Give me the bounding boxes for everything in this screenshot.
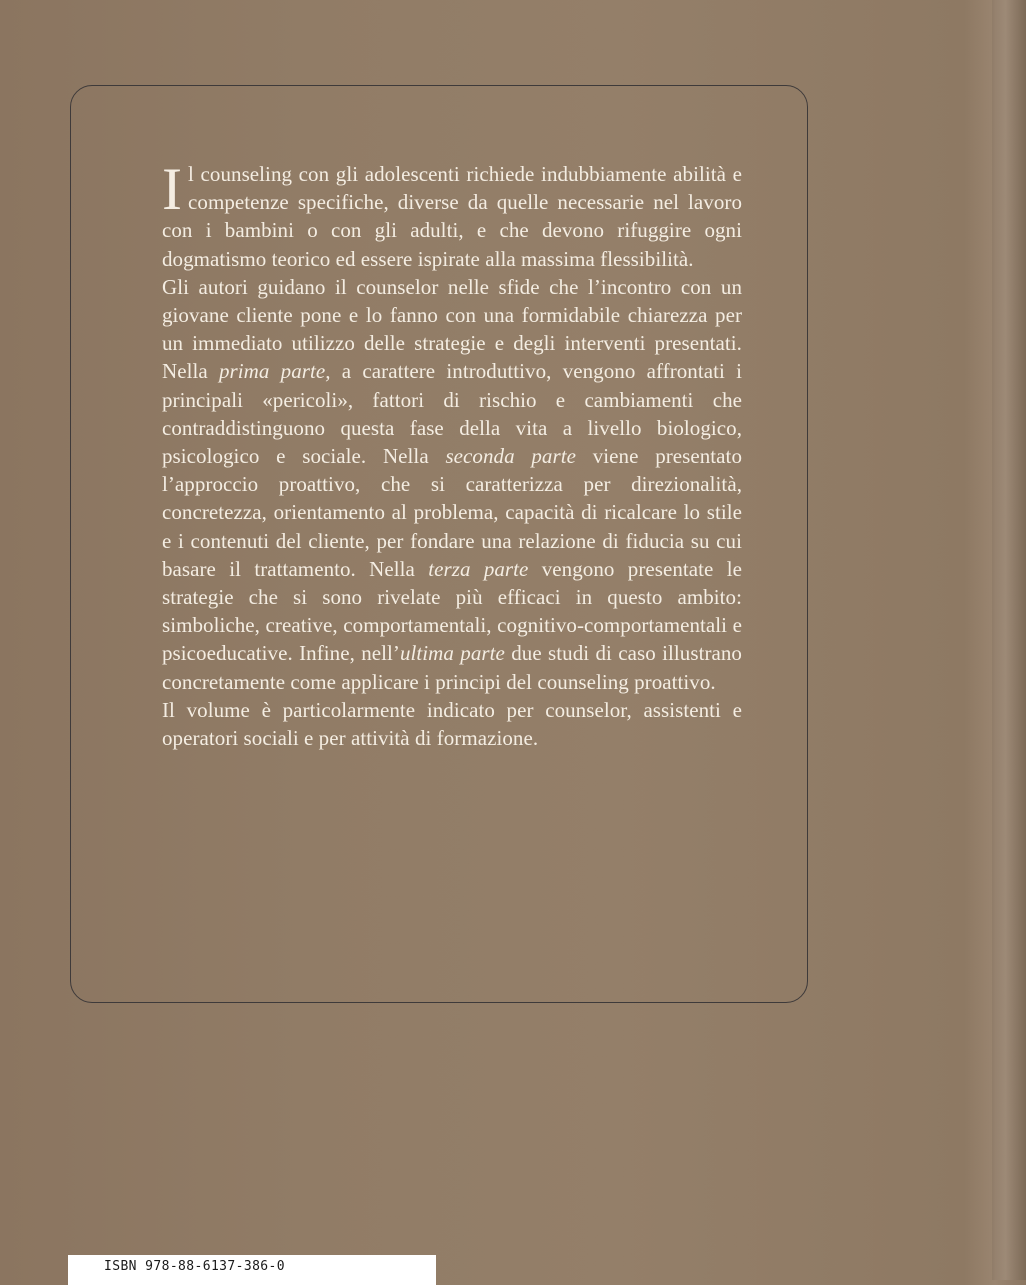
blurb-paragraph-1-text: l counseling con gli adolescenti richiede indubbiamente abilità e competenze specifiche, diverse da quelle necessarie nel lavoro con i bambini o con gli adulti, e che devono rifuggire ogni dogmatismo teorico ed essere ispirate alla massima flessibilità.	[162, 162, 742, 271]
blurb-paragraph-3: Il volume è particolarmente indicato per counselor, assistenti e operatori sociali e per attività di formazione.	[162, 697, 742, 751]
blurb-paragraph-2	[162, 273, 742, 696]
blurb-text-segment: Gli autori guidano il counselor nelle sfide che l’incontro con un giovane cliente pone e lo fanno con una formidabile chiarezza per un immediato utilizzo delle strategie e degli interventi presentati. Nella	[162, 274, 742, 384]
spine-edge	[992, 0, 1026, 1280]
blurb-paragraph-1	[162, 156, 742, 273]
blurb-text-segment: a carattere introduttivo, vengono affrontati i principali «pericoli», fattori di rischio e cambiamenti che contraddistinguono questa fase della vita a livello biologico, psicologico e sociale. Nella	[162, 359, 742, 469]
blurb-text-segment: vengono presentate le strategie che si sono rivelate più efficaci in questo ambito: simboliche, creative, comportamentali, cognitivo-comportamentali e psicoeducative. Infine, nell’	[162, 556, 742, 666]
emphasis-ultima-parte: ultima parte	[399, 641, 505, 666]
back-cover-blurb	[162, 156, 742, 752]
blurb-text-segment: due studi di caso illustrano concretamente come applicare i principi del counseling proattivo.	[162, 641, 742, 694]
isbn-text: ISBN 978-88-6137-386-0	[104, 1259, 285, 1274]
blurb-text-segment: viene presentato l’approccio proattivo, che si caratterizza per direzionalità, concretezza, orientamento al problema, capacità di ricalcare lo stile e i contenuti del cliente, per fondare una relazione di fiducia su cui basare il trattamento. Nella	[162, 444, 742, 581]
emphasis-prima-parte: prima parte,	[218, 359, 331, 384]
drop-cap: I	[162, 156, 183, 222]
isbn-label	[68, 1255, 436, 1285]
emphasis-terza-parte: terza parte	[428, 556, 529, 581]
emphasis-seconda-parte: seconda parte	[445, 444, 576, 469]
